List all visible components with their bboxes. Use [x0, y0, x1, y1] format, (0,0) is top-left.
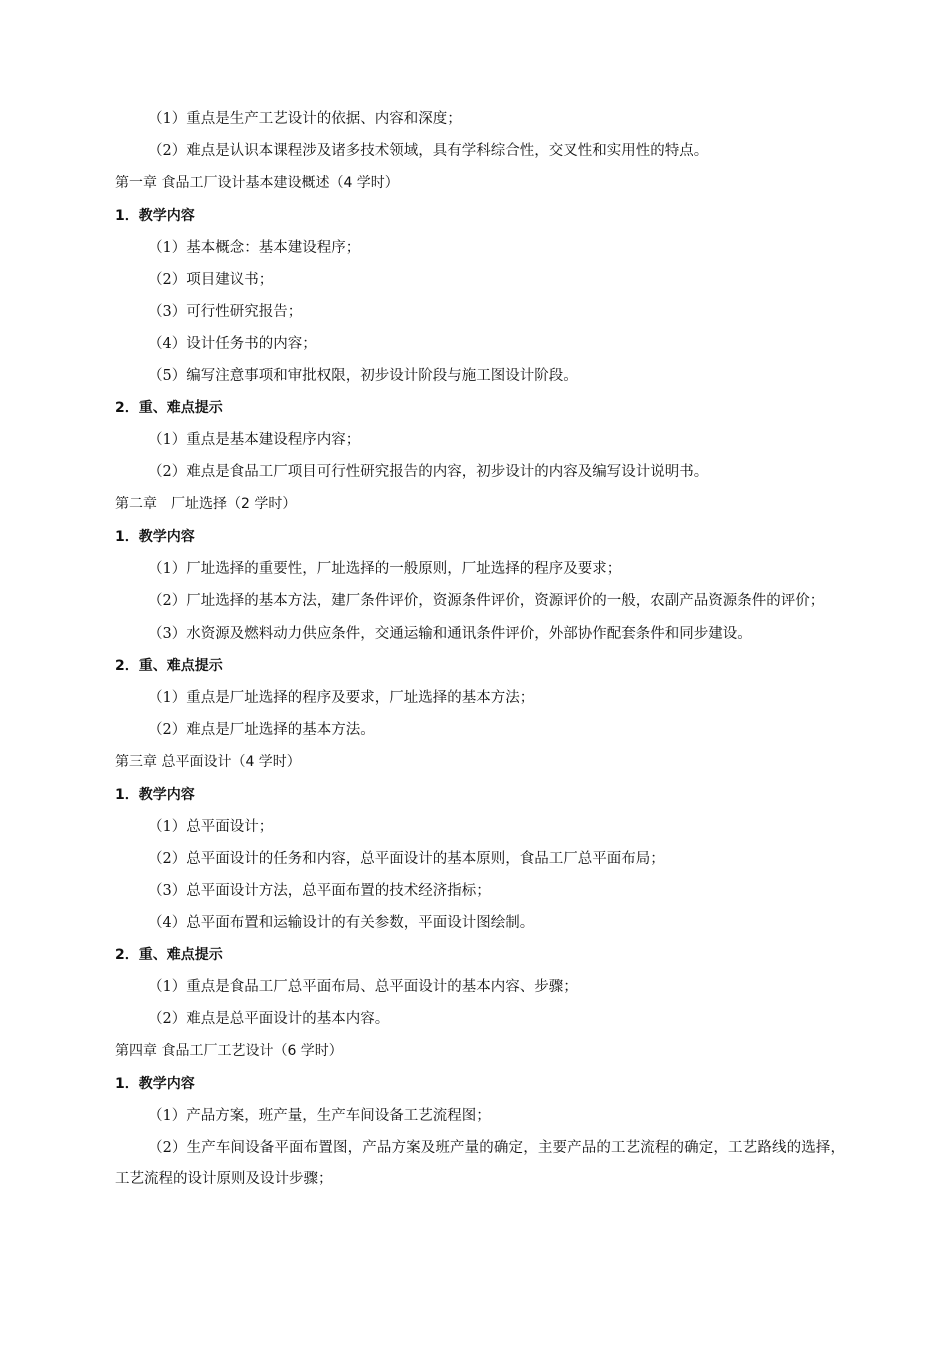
chapter-3-point-item: （1）重点是食品工厂总平面布局、总平面设计的基本内容、步骤； [148, 979, 578, 995]
chapter-1-points-heading: 2．重、难点提示 [115, 400, 223, 416]
chapter-1-content-item: （3）可行性研究报告； [148, 304, 303, 320]
chapter-1-content-item: （4）设计任务书的内容； [148, 336, 317, 352]
chapter-3-title: 第三章 总平面设计（4 学时） [115, 754, 301, 770]
chapter-2-point-item: （1）重点是厂址选择的程序及要求，厂址选择的基本方法； [148, 690, 535, 706]
chapter-2-content-item: （2）厂址选择的基本方法，建厂条件评价，资源条件评价，资源评价的一般，农副产品资源条件的评价； [148, 593, 825, 609]
intro-point-2: （2）难点是认识本课程涉及诸多技术领域，具有学科综合性，交叉性和实用性的特点。 [148, 143, 709, 159]
chapter-1-content-item: （2）项目建议书； [148, 272, 274, 288]
chapter-1-title: 第一章 食品工厂设计基本建设概述（4 学时） [115, 175, 399, 191]
chapter-2-content-item: （1）厂址选择的重要性，厂址选择的一般原则，厂址选择的程序及要求； [148, 561, 622, 577]
chapter-3-content-item: （2）总平面设计的任务和内容，总平面设计的基本原则，食品工厂总平面布局； [148, 851, 665, 867]
chapter-2-points-heading: 2．重、难点提示 [115, 658, 223, 674]
chapter-1-content-heading: 1．教学内容 [115, 208, 195, 224]
chapter-4-content-item: （2）生产车间设备平面布置图，产品方案及班产量的确定，主要产品的工艺流程的确定，工艺路线的选择，工艺流程的设计原则及设计步骤； [115, 1140, 845, 1187]
chapter-3-content-item: （1）总平面设计； [148, 819, 274, 835]
chapter-3-content-item: （3）总平面设计方法，总平面布置的技术经济指标； [148, 883, 491, 899]
chapter-3-content-item: （4）总平面布置和运输设计的有关参数，平面设计图绘制。 [148, 915, 535, 931]
chapter-1-point-item: （2）难点是食品工厂项目可行性研究报告的内容，初步设计的内容及编写设计说明书。 [148, 464, 709, 480]
chapter-4-title: 第四章 食品工厂工艺设计（6 学时） [115, 1043, 343, 1059]
chapter-2-content-item: （3）水资源及燃料动力供应条件，交通运输和通讯条件评价，外部协作配套条件和同步建设。 [148, 626, 752, 642]
chapter-1-content-item: （5）编写注意事项和审批权限，初步设计阶段与施工图设计阶段。 [148, 368, 578, 384]
chapter-3-points-heading: 2．重、难点提示 [115, 947, 223, 963]
chapter-1-point-item: （1）重点是基本建设程序内容； [148, 432, 361, 448]
chapter-2-title: 第二章 厂址选择（2 学时） [115, 496, 297, 512]
chapter-2-content-heading: 1．教学内容 [115, 529, 195, 545]
chapter-3-content-heading: 1．教学内容 [115, 787, 195, 803]
chapter-4-content-heading: 1．教学内容 [115, 1076, 195, 1092]
chapter-1-content-item: （1）基本概念：基本建设程序； [148, 240, 361, 256]
chapter-2-point-item: （2）难点是厂址选择的基本方法。 [148, 722, 375, 738]
chapter-4-content-item: （1）产品方案，班产量，生产车间设备工艺流程图； [148, 1108, 491, 1124]
chapter-3-point-item: （2）难点是总平面设计的基本内容。 [148, 1011, 390, 1027]
document-body [115, 108, 845, 1201]
intro-point-1: （1）重点是生产工艺设计的依据、内容和深度； [148, 111, 462, 127]
